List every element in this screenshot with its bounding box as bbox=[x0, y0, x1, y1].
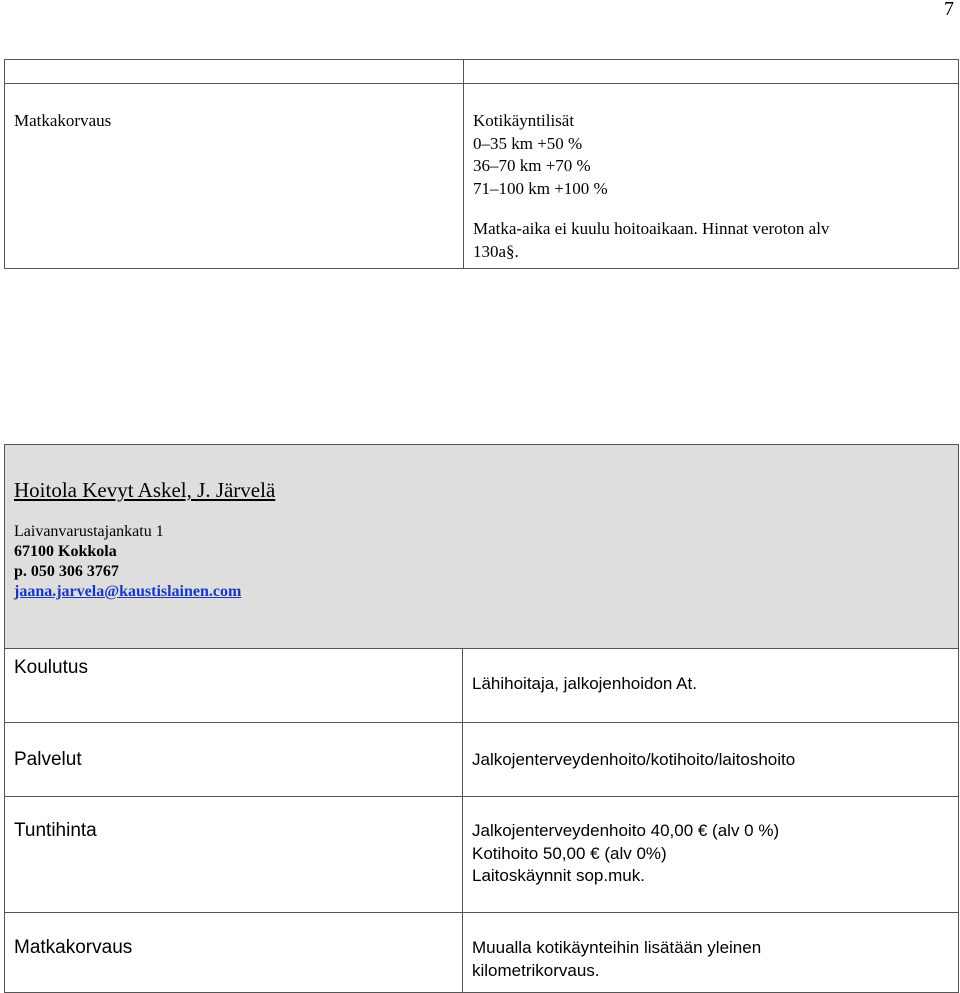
table-row bbox=[5, 84, 959, 269]
row-label-matkakorvaus: Matkakorvaus bbox=[5, 913, 463, 993]
travel-compensation-table bbox=[4, 59, 959, 269]
pricing-note: 130a§. bbox=[473, 241, 519, 261]
provider-phone: p. 050 306 3767 bbox=[14, 563, 119, 580]
provider-table bbox=[4, 444, 959, 993]
price-line: Laitoskäynnit sop.muk. bbox=[472, 866, 645, 885]
provider-header bbox=[5, 445, 959, 649]
provider-name[interactable]: Hoitola Kevyt Askel, J. Järvelä bbox=[14, 478, 276, 502]
row-label-tuntihinta: Tuntihinta bbox=[5, 797, 463, 913]
price-line: Jalkojenterveydenhoito 40,00 € (alv 0 %) bbox=[472, 821, 780, 840]
home-visit-title: Kotikäyntilisät bbox=[473, 111, 575, 130]
row-label: Matkakorvaus bbox=[5, 84, 464, 269]
price-line: Kotihoito 50,00 € (alv 0%) bbox=[472, 843, 667, 863]
row-value-koulutus: Lähihoitaja, jalkojenhoidon At. bbox=[463, 649, 959, 723]
provider-email-link[interactable]: jaana.jarvela@kaustislainen.com bbox=[14, 583, 242, 600]
provider-city: 67100 Kokkola bbox=[14, 543, 117, 560]
row-label-koulutus: Koulutus bbox=[5, 649, 463, 723]
pricing-note: Matka-aika ei kuulu hoitoaikaan. Hinnat veroton alv bbox=[473, 219, 830, 238]
distance-tier: 36–70 km +70 % bbox=[473, 156, 591, 175]
distance-tier: 71–100 km +100 % bbox=[473, 178, 608, 198]
table-spacer-row bbox=[5, 60, 959, 84]
table-row bbox=[5, 797, 959, 913]
page-number: 7 bbox=[944, 0, 954, 20]
compensation-line: kilometrikorvaus. bbox=[472, 960, 600, 980]
row-label-palvelut: Palvelut bbox=[5, 723, 463, 797]
distance-tier: 0–35 km +50 % bbox=[473, 133, 583, 153]
row-value-matkakorvaus bbox=[463, 913, 959, 993]
compensation-line: Muualla kotikäynteihin lisätään yleinen bbox=[472, 938, 762, 957]
table-row bbox=[5, 649, 959, 723]
row-value-palvelut: Jalkojenterveydenhoito/kotihoito/laitoshoito bbox=[463, 723, 959, 797]
row-value bbox=[464, 84, 959, 269]
table-row bbox=[5, 913, 959, 993]
provider-street: Laivanvarustajankatu 1 bbox=[14, 523, 164, 540]
row-value-tuntihinta bbox=[463, 797, 959, 913]
table-row bbox=[5, 723, 959, 797]
